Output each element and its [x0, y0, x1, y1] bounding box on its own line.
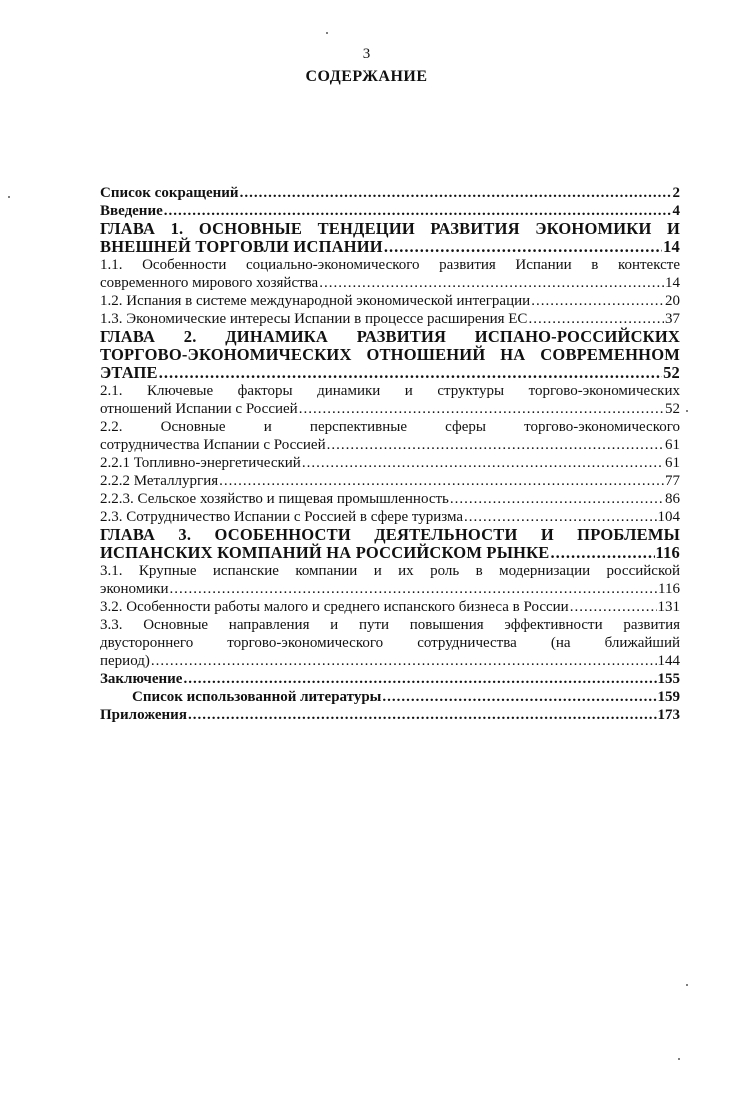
toc-page-number: 37: [665, 311, 680, 327]
toc-entry-title: современного мирового хозяйства: [100, 275, 319, 291]
toc-page-number: 155: [657, 671, 680, 687]
toc-page-number: 86: [665, 491, 680, 507]
toc-page-number: 173: [657, 707, 680, 723]
toc-entry-line: 2.1. Ключевые факторы динамики и структуры торгово-экономических: [100, 383, 680, 399]
leader-dots: [450, 490, 664, 508]
leader-dots: [551, 544, 655, 562]
toc-entry-title: отношений Испании с Россией: [100, 401, 298, 417]
toc-entry-line: ГЛАВА 1. ОСНОВНЫЕ ТЕНДЕЦИИ РАЗВИТИЯ ЭКОНОМИКИ И: [100, 219, 680, 238]
toc-entry-title: Введение: [100, 203, 163, 219]
toc-entry[interactable]: [100, 328, 680, 382]
toc-page-number: 61: [665, 437, 680, 453]
toc-entry[interactable]: [100, 526, 680, 562]
toc-entry-title: ЭТАПЕ: [100, 363, 158, 382]
toc-entry-line: ТОРГОВО-ЭКОНОМИЧЕСКИХ ОТНОШЕНИЙ НА СОВРЕМЕННОМ: [100, 345, 680, 364]
toc-entry-title: период): [100, 653, 150, 669]
toc-entry[interactable]: [100, 454, 680, 472]
toc-entry[interactable]: [100, 418, 680, 454]
toc-page-number: 2: [672, 185, 680, 201]
toc-entry-title: 1.3. Экономические интересы Испании в процессе расширения ЕС: [100, 311, 528, 327]
toc-entry-title: ВНЕШНЕЙ ТОРГОВЛИ ИСПАНИИ: [100, 237, 383, 256]
toc-entry[interactable]: [100, 292, 680, 310]
toc-entry[interactable]: [100, 256, 680, 292]
toc-page-number: 52: [665, 401, 680, 417]
toc-page-number: 131: [657, 599, 680, 615]
toc-entry-line: 3.3. Основные направления и пути повышения эффективности развития: [100, 617, 680, 633]
leader-dots: [219, 472, 664, 490]
toc-entry-title: 1.2. Испания в системе международной экономической интеграции: [100, 293, 531, 309]
toc-entry-title: ИСПАНСКИХ КОМПАНИЙ НА РОССИЙСКОМ РЫНКЕ: [100, 543, 550, 562]
toc-entry-title: 2.2.1 Топливно-энергетический: [100, 455, 301, 471]
toc-entry[interactable]: [100, 472, 680, 490]
leader-dots: [384, 238, 662, 256]
leader-dots: [528, 310, 664, 328]
toc-entry-title: Список использованной литературы: [132, 689, 382, 705]
toc-entry-title: 2.3. Сотрудничество Испании с Россией в сфере туризма: [100, 509, 463, 525]
leader-dots: [159, 364, 662, 382]
leader-dots: [164, 202, 672, 220]
scan-speck: [326, 32, 328, 34]
leader-dots: [382, 688, 656, 706]
toc-page-number: 52: [663, 363, 680, 382]
toc-entry[interactable]: [100, 706, 680, 724]
toc-entry-line: 2.2. Основные и перспективные сферы торгово-экономического: [100, 419, 680, 435]
toc-page-number: 14: [665, 275, 680, 291]
scan-speck: [8, 196, 10, 198]
toc-entry-title: Список сокращений: [100, 185, 239, 201]
toc-page-number: 77: [665, 473, 680, 489]
toc-page-number: 61: [665, 455, 680, 471]
toc-entry[interactable]: [100, 562, 680, 598]
toc-page-number: 116: [658, 581, 680, 597]
toc-entry-line: ГЛАВА 3. ОСОБЕННОСТИ ДЕЯТЕЛЬНОСТИ И ПРОБЛЕМЫ: [100, 525, 680, 544]
table-of-contents: [100, 184, 680, 724]
leader-dots: [570, 598, 657, 616]
leader-dots: [170, 580, 658, 598]
leader-dots: [240, 184, 672, 202]
toc-entry[interactable]: [100, 616, 680, 670]
scan-speck: [686, 984, 688, 986]
toc-entry[interactable]: [100, 382, 680, 418]
page-title: СОДЕРЖАНИЕ: [305, 68, 428, 85]
leader-dots: [299, 400, 664, 418]
toc-page-number: 14: [663, 237, 680, 256]
leader-dots: [531, 292, 664, 310]
scan-speck: [686, 410, 688, 412]
toc-entry[interactable]: [100, 670, 680, 688]
leader-dots: [319, 274, 664, 292]
toc-entry-title: экономики: [100, 581, 169, 597]
leader-dots: [183, 670, 656, 688]
toc-entry[interactable]: [100, 220, 680, 256]
toc-entry-title: 2.2.2 Металлургия: [100, 473, 219, 489]
toc-entry-title: сотрудничества Испании с Россией: [100, 437, 326, 453]
toc-entry-line: двустороннего торгово-экономического сотрудничества (на ближайший: [100, 635, 680, 651]
toc-entry-title: Заключение: [100, 671, 183, 687]
toc-page-number: 116: [655, 543, 680, 562]
toc-page-number: 104: [657, 509, 680, 525]
toc-entry-title: 3.2. Особенности работы малого и среднего испанского бизнеса в России: [100, 599, 569, 615]
toc-entry[interactable]: [100, 688, 680, 706]
toc-page-number: 144: [657, 653, 680, 669]
toc-entry[interactable]: [100, 202, 680, 220]
toc-entry-line: 1.1. Особенности социально-экономического развития Испании в контексте: [100, 257, 680, 273]
toc-entry[interactable]: [100, 598, 680, 616]
toc-page-number: 159: [657, 689, 680, 705]
toc-entry[interactable]: [100, 184, 680, 202]
toc-page-number: 20: [665, 293, 680, 309]
leader-dots: [151, 652, 657, 670]
toc-page-number: 4: [672, 203, 680, 219]
toc-entry[interactable]: [100, 310, 680, 328]
leader-dots: [327, 436, 664, 454]
leader-dots: [464, 508, 657, 526]
toc-entry-title: Приложения: [100, 707, 187, 723]
scan-speck: [678, 1058, 680, 1060]
toc-entry-title: 2.2.3. Сельское хозяйство и пищевая промышленность: [100, 491, 449, 507]
page-number: 3: [362, 46, 371, 62]
toc-entry-line: ГЛАВА 2. ДИНАМИКА РАЗВИТИЯ ИСПАНО-РОССИЙСКИХ: [100, 327, 680, 346]
toc-entry[interactable]: [100, 490, 680, 508]
leader-dots: [188, 706, 657, 724]
toc-entry[interactable]: [100, 508, 680, 526]
leader-dots: [302, 454, 664, 472]
toc-entry-line: 3.1. Крупные испанские компании и их роль в модернизации российской: [100, 563, 680, 579]
